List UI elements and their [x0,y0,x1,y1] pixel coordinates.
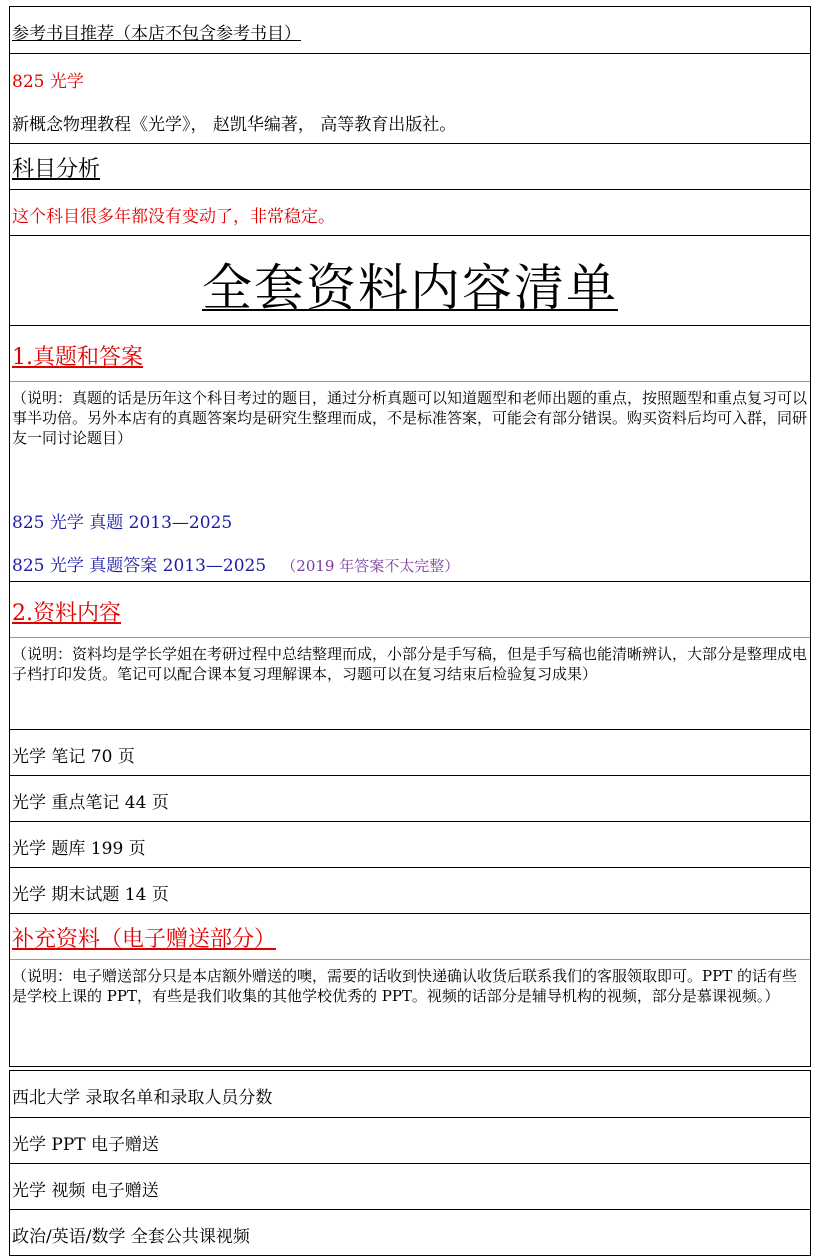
ref-header-row [10,7,810,53]
ref-info-row [10,53,810,143]
sec1-body-row [10,381,810,581]
sec3-item: 光学 视频 电子赠送 [12,1181,159,1201]
sec2-note: （说明：资料均是学长学姐在考研过程中总结整理而成，小部分是手写稿，但是手写稿也能清晰辨认，大部分是整理成电子档打印发货。笔记可以配合课本复习理解课本，习题可以在复习结束后检验复习成果） [12,645,808,683]
analysis-text: 这个科目很多年都没有变动了，非常稳定。 [12,207,335,227]
sec3-item-row [10,1163,810,1209]
analysis-text-row [10,189,810,235]
sec2-item-row [10,821,810,867]
document-table-main [9,6,811,1067]
sec1-item-1: 825 光学 真题 2013—2025 [12,513,233,533]
main-title: 全套资料内容清单 [202,259,618,317]
sec3-item-row [10,1071,810,1117]
sec3-item: 光学 PPT 电子赠送 [12,1135,160,1155]
sec3-title-row [10,913,810,959]
sec2-item: 光学 重点笔记 44 页 [12,793,169,813]
sec2-item: 光学 题库 199 页 [12,839,146,859]
sec2-title: 2.资料内容 [12,601,121,626]
sec3-note-row [10,959,810,1067]
sec2-title-row [10,581,810,637]
sec2-item-row [10,729,810,775]
analysis-header: 科目分析 [12,157,101,182]
sec3-item: 政治/英语/数学 全套公共课视频 [12,1227,250,1247]
sec2-item-row [10,775,810,821]
sec1-note: （说明：真题的话是历年这个科目考过的题目，通过分析真题可以知道题型和老师出题的重点，按照题型和重点复习可以事半功倍。另外本店有的真题答案均是研究生整理而成，不是标准答案，可能会有部分错误。购买资料后均可入群，同研友一同讨论题目） [12,389,808,447]
ref-book: 新概念物理教程《光学》， 赵凯华编著， 高等教育出版社。 [12,115,457,135]
sec2-note-row [10,637,810,729]
sec1-item-2-line [12,551,808,576]
sec3-item-row [10,1209,810,1255]
sec1-item-2-note: （2019 年答案不太完整） [281,557,460,575]
sec3-item: 西北大学 录取名单和录取人员分数 [12,1088,273,1108]
sec2-item: 光学 期末试题 14 页 [12,885,169,905]
analysis-header-row [10,143,810,189]
sec1-item-2: 825 光学 真题答案 2013—2025 [12,556,267,576]
sec1-title: 1.真题和答案 [12,345,143,370]
sec2-item: 光学 笔记 70 页 [12,747,135,767]
sec3-item-row [10,1117,810,1163]
sec1-title-row [10,325,810,381]
main-title-row [10,235,810,325]
sec3-note: （说明：电子赠送部分只是本店额外赠送的噢，需要的话收到快递确认收货后联系我们的客服领取即可。PPT 的话有些是学校上课的 PPT，有些是我们收集的其他学校优秀的 PPT。视频的话部分是辅导机构的视频，部分是慕课视频。） [12,967,797,1005]
document-table-bonus [9,1070,811,1256]
sec3-title: 补充资料（电子赠送部分） [12,927,277,952]
ref-header: 参考书目推荐（本店不包含参考书目） [12,24,301,44]
sec2-item-row [10,867,810,913]
ref-code: 825 光学 [12,72,84,92]
